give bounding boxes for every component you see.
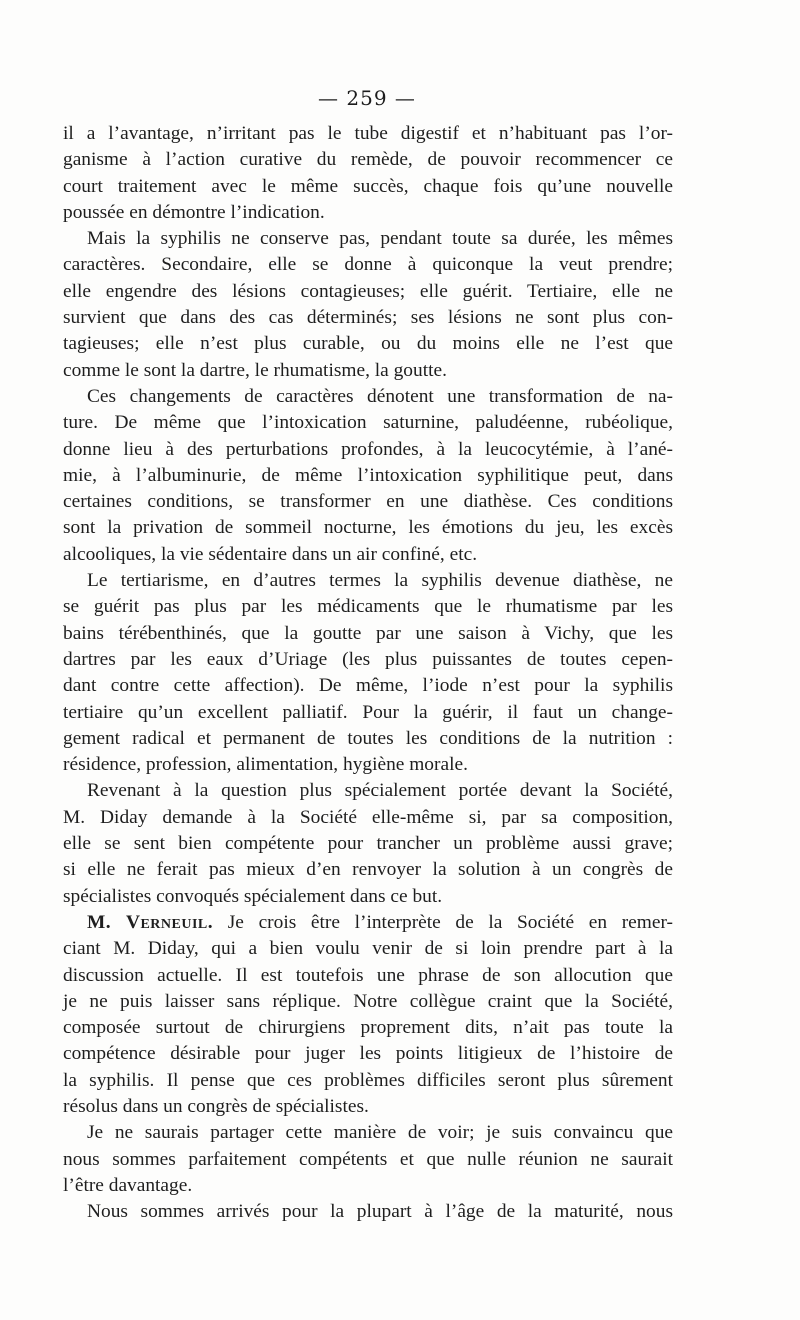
text-line: dartres par les eaux d’Uriage (les plus puissantes de toutes cepen-: [63, 648, 673, 670]
text-line: Ces changements de caractères dénotent une transformation de na-: [87, 385, 673, 407]
text-line: Je ne saurais partager cette manière de voir; je suis convaincu que: [87, 1122, 673, 1144]
paragraph-3: [63, 384, 673, 568]
speaker-text: Je crois être l’interprète de la Société en remer-: [213, 911, 673, 933]
text-line: nous sommes parfaitement compétents et que nulle réunion ne saurait: [63, 1148, 673, 1170]
text-line: sont la privation de sommeil nocturne, les émotions du jeu, les excès: [63, 517, 673, 539]
text-line: si elle ne ferait pas mieux d’en renvoyer la solution à un congrès de: [63, 859, 673, 881]
paragraph-5: [63, 778, 673, 909]
text-line: caractères. Secondaire, elle se donne à quiconque la veut prendre;: [63, 254, 673, 276]
text-line: compétence désirable pour juger les points litigieux de l’histoire de: [63, 1043, 673, 1065]
text-line: elle se sent bien compétente pour trancher un problème aussi grave;: [63, 833, 673, 855]
text-line: l’être davantage.: [63, 1174, 193, 1196]
text-line: composée surtout de chirurgiens proprement dits, n’ait pas toute la: [63, 1017, 673, 1039]
paragraph-6: [63, 910, 673, 1120]
text-line: ture. De même que l’intoxication saturnine, paludéenne, rubéolique,: [63, 412, 673, 434]
paragraph-2: [63, 226, 673, 384]
speaker-name: M. Verneuil.: [87, 911, 214, 933]
text-line: spécialistes convoqués spécialement dans ce but.: [63, 885, 443, 907]
page-number: — 259 —: [318, 86, 416, 110]
text-line: alcooliques, la vie sédentaire dans un air confiné, etc.: [63, 543, 478, 565]
text-line: dant contre cette affection). De même, l’iode n’est pour la syphilis: [63, 675, 673, 697]
text-line: Le tertiarisme, en d’autres termes la syphilis devenue diathèse, ne: [87, 570, 673, 592]
text-line: Nous sommes arrivés pour la plupart à l’âge de la maturité, nous: [87, 1201, 673, 1223]
text-line: Mais la syphilis ne conserve pas, pendant toute sa durée, les mêmes: [87, 228, 673, 250]
paragraph-8: [63, 1199, 673, 1225]
text-line: ganisme à l’action curative du remède, de pouvoir recommencer ce: [63, 149, 673, 171]
text-line: se guérit pas plus par les médicaments que le rhumatisme par les: [63, 596, 673, 618]
text-line: je ne puis laisser sans réplique. Notre collègue craint que la Société,: [63, 990, 673, 1012]
paragraph-4: [63, 568, 673, 778]
text-line: tertiaire qu’un excellent palliatif. Pour la guérir, il faut un change-: [63, 701, 673, 723]
text-line: certaines conditions, se transformer en une diathèse. Ces conditions: [63, 491, 673, 513]
text-line: résidence, profession, alimentation, hygiène morale.: [63, 754, 468, 776]
text-line: [63, 910, 673, 936]
text-line: M. Diday demande à la Société elle-même si, par sa composition,: [63, 806, 673, 828]
text-line: mie, à l’albuminurie, de même l’intoxication syphilitique peut, dans: [63, 464, 673, 486]
text-line: elle engendre des lésions contagieuses; elle guérit. Tertiaire, elle ne: [63, 280, 673, 302]
paragraph-1: [63, 121, 673, 226]
text-line: court traitement avec le même succès, chaque fois qu’une nouvelle: [63, 175, 673, 197]
text-line: survient que dans des cas déterminés; ses lésions ne sont plus con-: [63, 307, 673, 329]
text-line: bains térébenthinés, que la goutte par une saison à Vichy, que les: [63, 622, 673, 644]
paragraph-7: [63, 1120, 673, 1199]
text-line: résolus dans un congrès de spécialistes.: [63, 1095, 369, 1117]
body-text: [63, 121, 673, 1225]
text-line: il a l’avantage, n’irritant pas le tube digestif et n’habituant pas l’or-: [63, 123, 673, 144]
text-line: discussion actuelle. Il est toutefois une phrase de son allocution que: [63, 964, 673, 986]
text-line: poussée en démontre l’indication.: [63, 201, 325, 223]
text-line: comme le sont la dartre, le rhumatisme, la goutte.: [63, 359, 447, 381]
text-line: la syphilis. Il pense que ces problèmes difficiles seront plus sûrement: [63, 1069, 673, 1091]
text-line: ciant M. Diday, qui a bien voulu venir de si loin prendre part à la: [63, 938, 673, 960]
text-line: gement radical et permanent de toutes les conditions de la nutrition :: [63, 727, 673, 749]
text-line: Revenant à la question plus spécialement portée devant la Société,: [87, 780, 673, 802]
text-line: tagieuses; elle n’est plus curable, ou du moins elle ne l’est que: [63, 333, 673, 355]
text-line: donne lieu à des perturbations profondes, à la leucocytémie, à l’ané-: [63, 438, 673, 460]
